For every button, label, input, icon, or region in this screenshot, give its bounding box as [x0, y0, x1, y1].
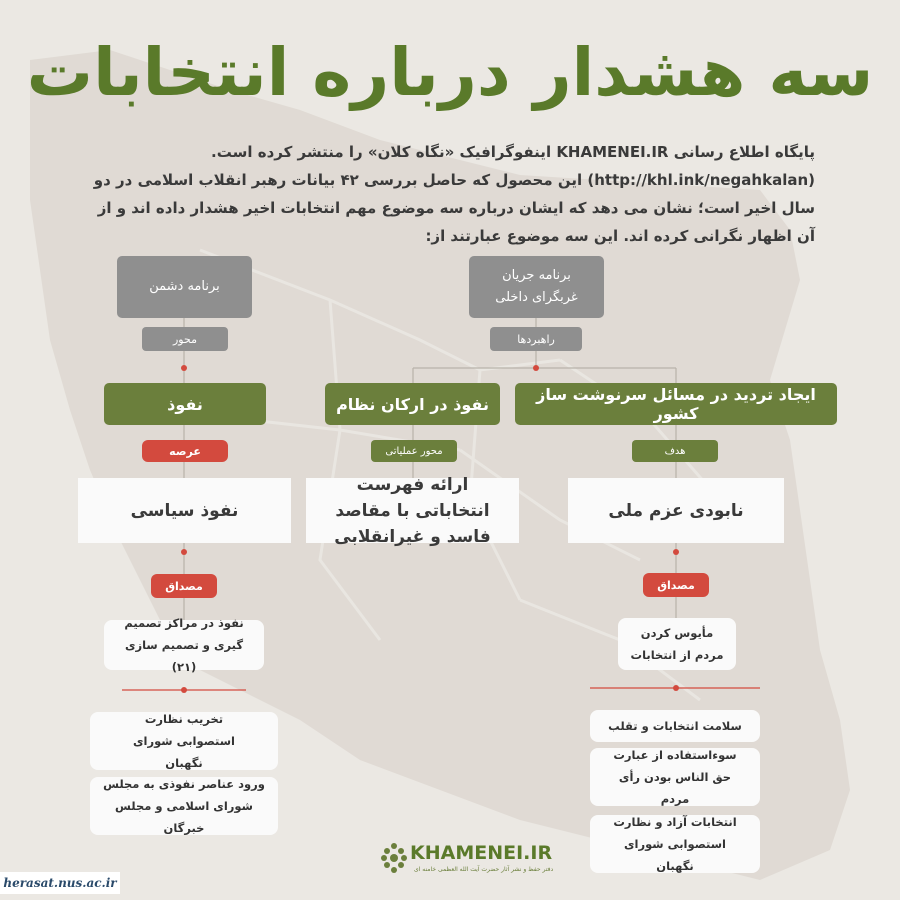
page-title: سه هشدار درباره انتخابات: [26, 34, 874, 111]
political-influence-box: [78, 478, 291, 543]
goal-tag-label: هدف: [664, 445, 686, 457]
axis-tag-label: محور: [173, 332, 197, 346]
national-will-label: نابودی عزم ملی: [608, 500, 744, 521]
election-health-card: [590, 710, 760, 742]
connector-dot: [673, 549, 679, 555]
influence-pillars-label: نفوذ در ارکان نظام: [336, 394, 489, 414]
electoral-list-box: [306, 474, 519, 547]
decision-centers-card: [104, 616, 264, 674]
influence-box: [104, 383, 266, 425]
connector-dot: [181, 549, 187, 555]
goal-tag: [632, 440, 718, 462]
arena-tag: [142, 440, 228, 462]
strategies-tag-label: راهبردها: [517, 332, 555, 346]
influence-label: نفوذ: [167, 394, 203, 414]
disappointing-people-card: [618, 618, 736, 670]
logo-name: KHAMENEI.IR: [410, 842, 553, 864]
card-text: ورود عناصر نفوذی به مجلس شورای اسلامی و مجلس خبرگان: [103, 777, 265, 835]
instance-tag-left-label: مصداق: [165, 579, 203, 593]
free-elections-card: [590, 815, 760, 873]
instance-tag-left: [151, 574, 217, 598]
card-text: سلامت انتخابات و تقلب: [608, 719, 742, 733]
operational-axis-tag-label: محور عملیاتی: [385, 445, 443, 457]
axis-tag: [142, 327, 228, 351]
instance-tag-right: [643, 573, 709, 597]
card-text: نفوذ در مراکز تصمیم گیری و تصمیم سازی (۲۱): [124, 616, 244, 674]
card-text: سوءاستفاده از عبارت حق الناس بودن رأی مردم: [613, 748, 737, 806]
connector-dot: [181, 365, 187, 371]
connector-dot: [673, 685, 679, 691]
infiltrators-card: [90, 777, 278, 835]
card-text: مأیوس کردن مردم از انتخابات: [630, 626, 724, 662]
doubt-box: [515, 383, 837, 425]
instance-tag-right-label: مصداق: [657, 578, 695, 592]
khamenei-logo: [380, 840, 570, 880]
electoral-list-label: ارائه فهرست انتخاباتی با مقاصد فاسد و غیرانقلابی: [334, 474, 491, 547]
watermark: herasat.nus.ac.ir: [0, 872, 120, 894]
enemy-program-box: [117, 256, 252, 318]
peoples-right-card: [590, 748, 760, 806]
western-current-label: برنامه جریان غربگرای داخلی: [495, 268, 578, 305]
logo-emblem-icon: [380, 842, 408, 874]
connector-dot: [181, 687, 187, 693]
guardian-council-card: [90, 712, 278, 770]
card-text: تخریب نظارت استصوابی شورای نگهبان: [132, 712, 235, 770]
doubt-label: ایجاد تردید در مسائل سرنوشت ساز کشور: [536, 385, 816, 423]
strategies-tag: [490, 327, 582, 351]
national-will-box: [568, 478, 784, 543]
operational-axis-tag: [371, 440, 457, 462]
influence-pillars-box: [325, 383, 500, 425]
western-current-box: [469, 256, 604, 318]
arena-tag-label: عرصه: [169, 444, 201, 458]
connector-dot: [533, 365, 539, 371]
political-influence-label: نفوذ سیاسی: [130, 500, 239, 521]
intro-paragraph: پایگاه اطلاع رسانی KHAMENEI.IR اینفوگرافیک «نگاه کلان» را منتشر کرده است.(http://khl.ink/negahkalan) این محصول که حاصل بررسی ۴۲ بیانات رهبر انقلاب اسلامی در دو سال اخیر است؛ نشان می دهد که ایشان درباره سه موضوع مهم انتخابات اخیر هشدار داده اند و از آن اظهار نگرانی کرده اند. این سه موضوع عبارتند از:: [93, 143, 815, 245]
enemy-program-label: برنامه دشمن: [149, 279, 220, 294]
card-text: انتخابات آزاد و نظارت استصوابی شورای نگهبان: [613, 815, 737, 873]
logo-subtitle: دفتر حفظ و نشر آثار حضرت آیت الله العظمی خامنه ای: [414, 866, 554, 873]
